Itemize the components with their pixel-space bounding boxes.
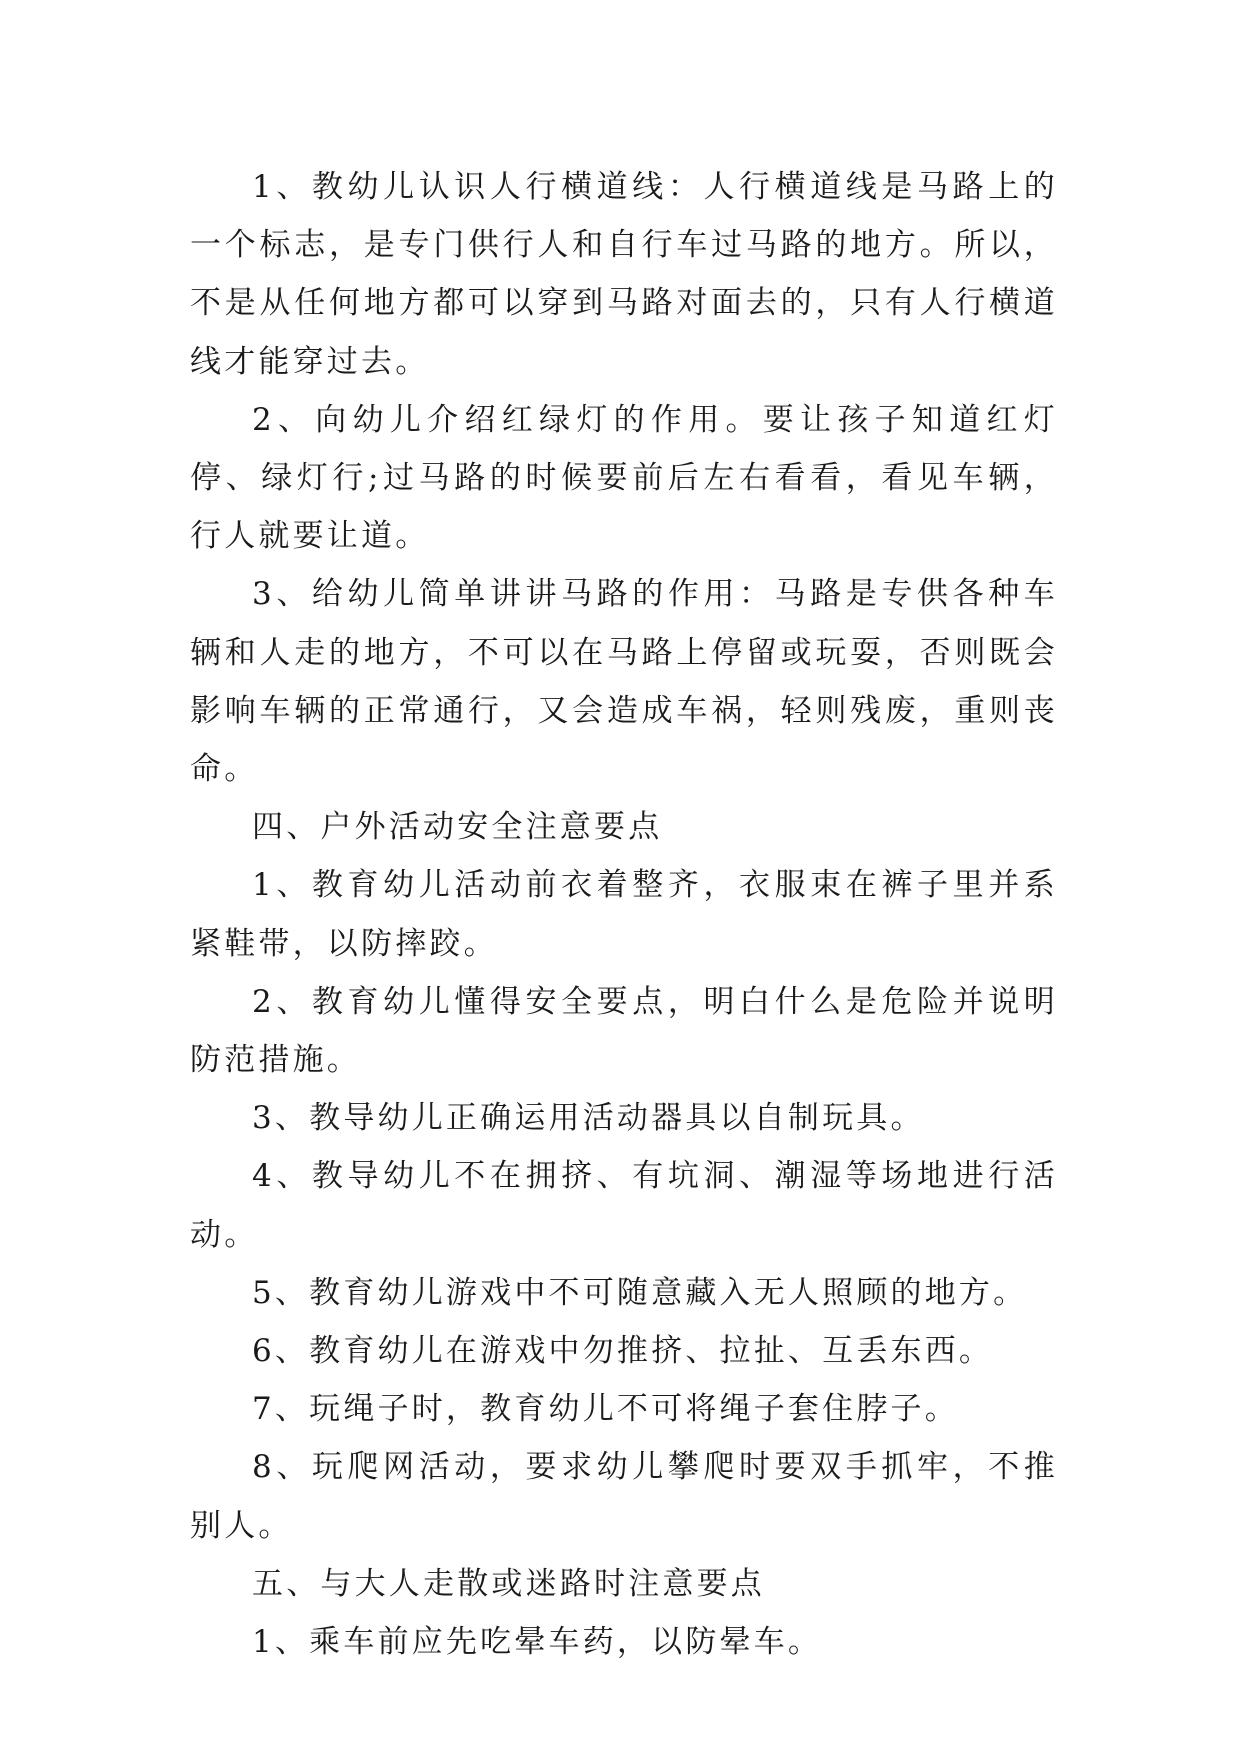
paragraph-outdoor-7: 7、玩绳子时，教育幼儿不可将绳子套住脖子。 — [252, 1391, 959, 1428]
paragraph-outdoor-4: 4、教导幼儿不在拥挤、有坑洞、潮湿等场地进行活动。 — [190, 1158, 1058, 1253]
document-body — [190, 158, 1058, 1671]
paragraph-outdoor-5: 5、教育幼儿游戏中不可随意藏入无人照顾的地方。 — [252, 1274, 1028, 1311]
paragraph-outdoor-1: 1、教育幼儿活动前衣着整齐，衣服束在裤子里并系紧鞋带，以防摔跤。 — [190, 867, 1058, 962]
section-heading-lost-child: 五、与大人走散或迷路时注意要点 — [252, 1565, 765, 1602]
paragraph-road-purpose: 3、给幼儿简单讲讲马路的作用：马路是专供各种车辆和人走的地方，不可以在马路上停留或玩耍，否则既会影响车辆的正常通行，又会造成车祸，轻则残废，重则丧命。 — [190, 576, 1058, 788]
section-heading-outdoor-safety: 四、户外活动安全注意要点 — [252, 809, 663, 846]
paragraph-crosswalk: 1、教幼儿认识人行横道线：人行横道线是马路上的一个标志，是专门供行人和自行车过马路的地方。所以，不是从任何地方都可以穿到马路对面去的，只有人行横道线才能穿过去。 — [190, 169, 1058, 380]
paragraph-traffic-light: 2、向幼儿介绍红绿灯的作用。要让孩子知道红灯停、绿灯行;过马路的时候要前后左右看看，看见车辆，行人就要让道。 — [190, 401, 1058, 555]
paragraph-outdoor-8: 8、玩爬网活动，要求幼儿攀爬时要双手抓牢，不推别人。 — [190, 1449, 1058, 1544]
paragraph-outdoor-2: 2、教育幼儿懂得安全要点，明白什么是危险并说明防范措施。 — [190, 983, 1058, 1079]
paragraph-lost-1: 1、乘车前应先吃晕车药，以防晕车。 — [252, 1624, 823, 1661]
paragraph-outdoor-3: 3、教导幼儿正确运用活动器具以自制玩具。 — [252, 1100, 925, 1137]
paragraph-outdoor-6: 6、教育幼儿在游戏中勿推挤、拉扯、互丢东西。 — [252, 1333, 994, 1370]
